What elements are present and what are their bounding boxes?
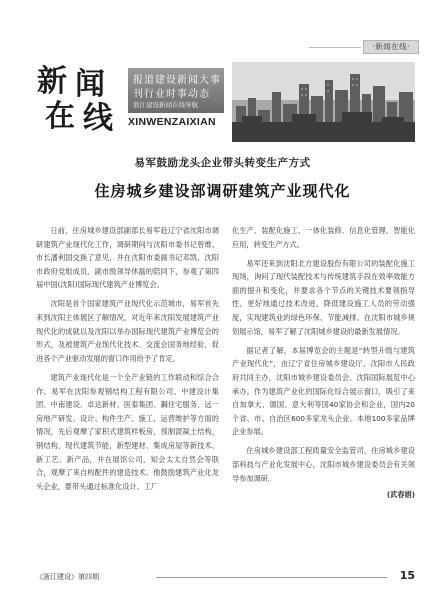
article-column-left: [36, 224, 219, 493]
article-paragraph: 据记者了解，本届博览会的主题是“转型升级与建筑产业现代化”，由辽宁省住房城乡建设厅、沈阳市人民政府共同主办，沈阳市城乡建设委员会、沈阳国际展览中心承办。作为建筑产业化的国际化综合展示窗口，吸引了来自加拿大、德国、意大利等国40家协会和企业，国内20个省、市、自治区600多家龙头企业、本地100多家品牌企业参展。: [232, 345, 415, 437]
skyline-illustration: [232, 62, 415, 142]
masthead-pinyin: XINWENZAIXIAN: [128, 116, 216, 128]
article-paragraph: 建筑产业现代化是一个全产业链的工作联动和综合合作。易军在沈阳参观钢结构工程有限公司、中建设计集团、中南建设、卓达新材、医泰集团、鋼住宅服务、远一房地产研发、设计、构件生产、施工，运营维护等方面的情况，先后观摩了家积式建筑样板房，预制混凝土结构，钢结构，现代建筑节能，新型建材、集成房屋等新技术、新工艺、新产品，并在展馆公司、知会太太自然会等联合，观摩了来自构配件的建造技术。他鼓励建筑产业化龙头企业，要带头通过标准化设计、工厂: [36, 372, 219, 491]
article-paragraph: 化生产、装配化施工、一体化装修、信息化管理、智能化应用，转变生产方式。: [232, 226, 415, 249]
masthead-char: 线: [83, 101, 113, 136]
article-paragraph: 易军还来到沈阳北方建设股份有限公司的装配化施工现场，询问了现代装配技术与传统建筑手段在效率效能方面的提升和变化，并要求各个节点的关键技术要领指导性，更好地通过技术改进，降低建设施工人员的劳动强度，实现建筑业的绿色环保、节能减排。在沈阳市城乡规划展示馆，易军了解了沈阳城乡建设的最新发展情况。: [232, 258, 415, 336]
article-paragraph: 沈阳是首个国家建筑产业现代化示范城市，易军首先来到沈阳主体展区了解情况，对近年来沈阳发展建筑产业现代化的成就以及沈阳以举办国际现代建筑产业博览会的形式，及被建筑产业现代化技术、交流会国务地经验，促进各个产业驱动发展的窗口作用给予了肯定。: [36, 299, 219, 363]
footer-source: 《浙江建设》第四期: [36, 573, 99, 581]
slogan-line-3: 浙江建设新闻在线导航: [133, 101, 198, 109]
footer-rule: [156, 577, 387, 578]
article-kicker: 易军鼓励龙头企业带头转变生产方式: [134, 157, 311, 169]
masthead: [31, 66, 227, 135]
masthead-char: 在: [45, 99, 75, 134]
page-footer: [36, 569, 415, 586]
city-skyline-photo: [232, 62, 415, 142]
masthead-title: [31, 66, 125, 135]
section-tag-rule: [309, 47, 361, 48]
article-headline: 住房城乡建设部调研建筑产业现代化: [94, 182, 351, 200]
article-column-right: [232, 224, 415, 502]
page-number: 15: [399, 569, 415, 582]
article-author: (武春娟): [386, 490, 415, 500]
masthead-slogan-box: [128, 68, 224, 113]
masthead-char: 闻: [75, 67, 105, 102]
slogan-line-2: 刊行业时事动态: [133, 89, 210, 100]
article-paragraph: 住房城乡建设部工程质量安全监管司，住房城乡建设部科技与产业化发展中心，沈阳市城乡建设委员会有关领导参加调研。: [232, 446, 415, 483]
article-paragraph: 日前，住房城乡建设部副部长易军赴辽宁省沈阳市调研建筑产业现代化工作，调研期间与沈阳市委书记曾维、市长潘利国交换了意见，并在沈阳市委副书记邓凯、沈阳市政府党组成员、副市级领导休磊的陪同下，参观了第四届中国(沈阳)国际现代建筑产业博览会。: [36, 226, 219, 290]
section-tag: [309, 40, 419, 54]
section-tag-label: ·新闻在线·: [363, 40, 419, 54]
slogan-line-1: 报道建设新闻大事: [133, 75, 221, 86]
masthead-char: 新: [37, 64, 67, 99]
